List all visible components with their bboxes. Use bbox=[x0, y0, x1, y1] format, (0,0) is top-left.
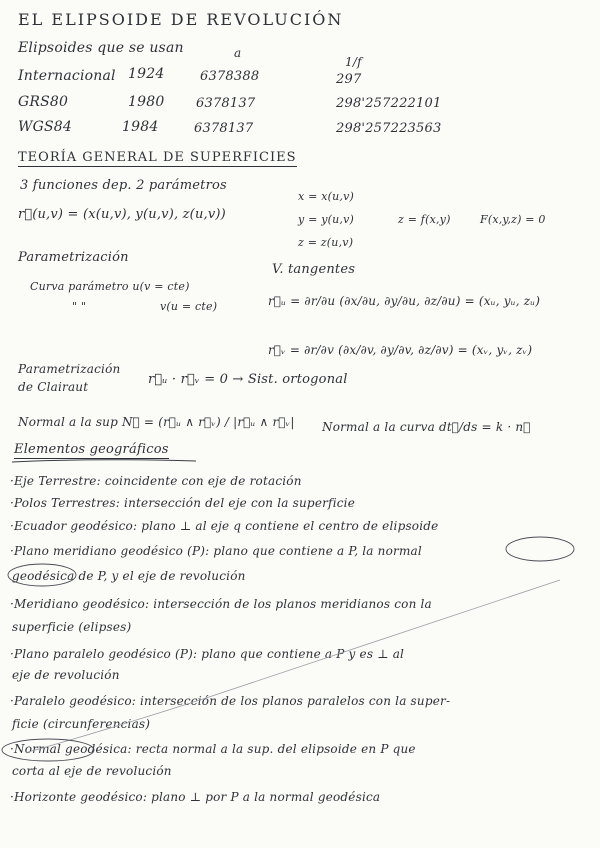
ellipsoid-a: 6378137 bbox=[196, 96, 256, 111]
tangent-ru-formula: r⃗ᵤ = ∂r/∂u (∂x/∂u, ∂y/∂u, ∂z/∂u) = (xᵤ, yᵤ, zᵤ) bbox=[268, 294, 541, 308]
ellipsoid-name: WGS84 bbox=[18, 119, 72, 135]
parameter-curve-v: v(u = cte) bbox=[160, 300, 218, 313]
ellipsoid-inv-f: 297 bbox=[336, 72, 362, 87]
element-item-cont: eje de revolución bbox=[12, 668, 120, 682]
element-item: ·Eje Terrestre: coincidente con eje de rotación bbox=[10, 474, 302, 488]
element-item: ·Horizonte geodésico: plano ⊥ por P a la normal geodésica bbox=[10, 790, 381, 804]
parametrization-label: Parametrización bbox=[18, 250, 129, 265]
implicit-equation: F(x,y,z) = 0 bbox=[480, 213, 546, 226]
element-item-cont: geodésica de P, y el eje de revolución bbox=[12, 569, 246, 583]
element-item: ·Ecuador geodésico: plano ⊥ al eje q contiene el centro de elipsoide bbox=[10, 519, 439, 533]
tangent-rv-formula: r⃗ᵥ = ∂r/∂v (∂x/∂v, ∂y/∂v, ∂z/∂v) = (xᵥ, yᵥ, zᵥ) bbox=[268, 343, 533, 357]
parameter-curve-u: Curva parámetro u(v = cte) bbox=[30, 280, 190, 293]
section-heading-theory: TEORÍA GENERAL DE SUPERFICIES bbox=[18, 150, 297, 165]
surface-normal-formula: Normal a la sup N⃗ = (r⃗ᵤ ∧ r⃗ᵥ) / |r⃗ᵤ ∧ r⃗ᵥ| bbox=[18, 415, 295, 429]
vector-equation: r⃗(u,v) = (x(u,v), y(u,v), z(u,v)) bbox=[18, 207, 226, 222]
ellipsoid-name: Internacional bbox=[18, 68, 116, 84]
element-item-cont: superficie (elipses) bbox=[12, 620, 132, 634]
circle-geodesica-stroke bbox=[8, 564, 76, 586]
ellipsoid-inv-f: 298'257222101 bbox=[336, 96, 442, 111]
circle-normal-geodesica-stroke bbox=[2, 739, 94, 761]
circle-normal-stroke bbox=[506, 537, 574, 561]
orthogonal-condition: r⃗ᵤ · r⃗ᵥ = 0 → Sist. ortogonal bbox=[148, 372, 348, 387]
element-item: ·Paralelo geodésico: intersección de los planos paralelos con la super- bbox=[10, 694, 451, 708]
page-title: EL ELIPSOIDE DE REVOLUCIÓN bbox=[18, 10, 344, 29]
section-heading-elements: Elementos geográficos bbox=[14, 442, 169, 457]
explicit-equation: z = f(x,y) bbox=[398, 213, 451, 226]
heading-underline-stroke bbox=[12, 460, 196, 462]
ellipsoid-a: 6378388 bbox=[200, 69, 260, 84]
element-item: ·Meridiano geodésico: intersección de los planos meridianos con la bbox=[10, 597, 432, 611]
element-item: ·Plano paralelo geodésico (P): plano que contiene a P y es ⊥ al bbox=[10, 647, 405, 661]
system-eq-z: z = z(u,v) bbox=[298, 236, 354, 249]
ellipsoid-name: GRS80 bbox=[18, 94, 69, 110]
element-item: ·Plano meridiano geodésico (P): plano que contiene a P, la normal bbox=[10, 544, 422, 558]
ellipsoid-year: 1984 bbox=[122, 119, 159, 135]
clairaut-label-2: de Clairaut bbox=[18, 380, 89, 394]
element-item: ·Polos Terrestres: intersección del eje con la superficie bbox=[10, 496, 355, 510]
clairaut-label-1: Parametrización bbox=[18, 362, 121, 376]
inverse-flattening-label: 1/f bbox=[345, 55, 362, 69]
element-item-cont: corta al eje de revolución bbox=[12, 764, 172, 778]
theory-intro: 3 funciones dep. 2 parámetros bbox=[20, 178, 227, 193]
ellipsoid-a: 6378137 bbox=[194, 121, 254, 136]
ellipsoid-year: 1980 bbox=[128, 94, 165, 110]
ellipsoids-intro: Elipsoides que se usan bbox=[18, 40, 184, 56]
curve-normal-formula: Normal a la curva dt⃗/ds = k · n⃗ bbox=[322, 420, 531, 434]
system-eq-x: x = x(u,v) bbox=[298, 190, 354, 203]
ditto-marks: " " bbox=[72, 300, 87, 313]
a-column-label: a bbox=[234, 46, 242, 60]
ellipsoid-year: 1924 bbox=[128, 66, 165, 82]
tangent-vectors-label: V. tangentes bbox=[272, 262, 356, 277]
system-eq-y: y = y(u,v) bbox=[298, 213, 355, 226]
connecting-stroke bbox=[28, 580, 560, 752]
element-item: ·Normal geodésica: recta normal a la sup. del elipsoide en P que bbox=[10, 742, 416, 756]
ellipsoid-inv-f: 298'257223563 bbox=[336, 121, 442, 136]
element-item-cont: ficie (circunferencias) bbox=[12, 717, 151, 731]
